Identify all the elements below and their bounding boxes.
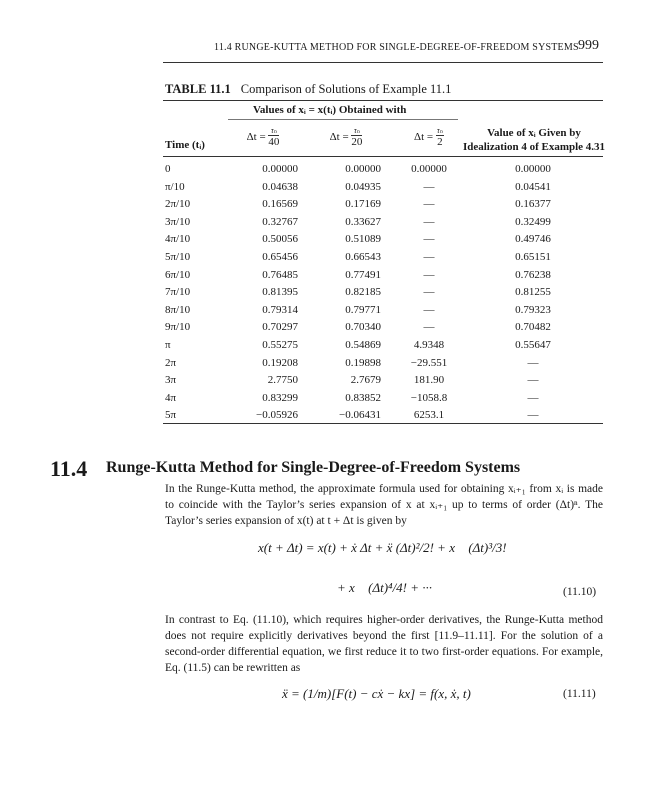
table-cell: 0.79314 (262, 303, 298, 316)
table-cell: 0.76485 (262, 268, 298, 281)
table-cell: 0.70482 (515, 321, 551, 334)
col-header-dt2 (394, 127, 464, 148)
table-cell: 0.04638 (262, 180, 298, 193)
table-cell: 0.16377 (515, 198, 551, 211)
table-cell: 0.83299 (262, 391, 298, 404)
equation-number-11-10: (11.10) (563, 586, 597, 598)
col-header-dt40 (228, 127, 298, 148)
table-cell: 2.7679 (350, 374, 381, 387)
table-cell: 0.50056 (262, 233, 298, 246)
table-cell: 6253.1 (413, 409, 445, 422)
table-cell: 7π/10 (165, 286, 191, 299)
table-top-rule (163, 100, 603, 101)
table-cell: 0.83852 (345, 391, 381, 404)
running-head: 11.4 RUNGE-KUTTA METHOD FOR SINGLE-DEGREE-OF-FREEDOM SYSTEMS (214, 42, 579, 53)
table-cell: −0.06431 (339, 409, 381, 422)
table-cell: 0.76238 (515, 268, 551, 281)
table-cell: 0.70297 (262, 321, 298, 334)
table-cell: 4π (165, 391, 177, 404)
table-cell: — (423, 215, 435, 228)
paragraph-1: In the Runge-Kutta method, the approximate formula used for obtaining xᵢ₊₁ from xᵢ is made to coincide with the Taylor’s series expansion of x at xᵢ₊₁ up to terms of order (Δt)ⁿ. The Taylor’s series expansion of x(t) at t + Δt is given by (165, 483, 603, 527)
table-cell: 0.65456 (262, 251, 298, 263)
table-cell: 3π (165, 374, 177, 387)
table-cell: 2π/10 (165, 198, 191, 211)
table-cell: 0.04935 (345, 180, 381, 193)
table-cell: 5π (165, 409, 177, 422)
table-cell: 9π/10 (165, 321, 191, 334)
table-cell: 0.65151 (515, 251, 551, 263)
group-underline (228, 119, 458, 120)
table-cell: 0.49746 (515, 233, 551, 246)
table-cell: 0.79771 (345, 303, 381, 316)
col-header-dt40-den: 40 (268, 136, 280, 148)
table-label: TABLE 11.1 (165, 82, 231, 96)
col-header-dt20 (311, 127, 381, 148)
table-cell: π/10 (165, 180, 185, 193)
col-header-idealization-line1: Value of xᵢ Given by (487, 127, 581, 139)
table-cell: 181.90 (413, 374, 445, 387)
table-cell: 0.33627 (345, 215, 381, 228)
table-cell: 6π/10 (165, 268, 191, 281)
table-cell: 0.66543 (345, 251, 381, 263)
table-cell: 2π (165, 356, 177, 369)
table-cell: 0.54869 (345, 339, 381, 351)
table-cell: 4.9348 (413, 339, 445, 351)
table-cell: — (423, 286, 435, 299)
table-cell: 2.7750 (267, 374, 298, 387)
page-number: 999 (578, 38, 599, 53)
table-caption (165, 82, 451, 97)
table-cell: 0.51089 (345, 233, 381, 246)
table-cell: 8π/10 (165, 303, 191, 316)
table-cell: 3π/10 (165, 215, 191, 228)
table-bottom-rule (163, 423, 603, 424)
table-cell: 0.16569 (262, 198, 298, 211)
table-cell: 0.00000 (411, 163, 447, 175)
table-cell: — (423, 251, 435, 263)
col-header-dt20-num: τₙ (351, 127, 362, 136)
table-cell: 0.19208 (262, 356, 298, 369)
table-cell: π (165, 339, 171, 351)
table-cell: — (423, 233, 435, 246)
col-header-idealization-line2: Idealization 4 of Example 4.31 (462, 141, 606, 153)
table-cell: 0.77491 (345, 268, 381, 281)
table-cell: 0.55647 (515, 339, 551, 351)
col-header-dt40-fraction (268, 127, 279, 148)
equation-11-11: ẍ = (1/m)[F(t) − cẋ − kx] = f(x, ẋ, t) (282, 686, 471, 701)
table-cell: — (527, 374, 539, 387)
table-cell: 0.00000 (345, 163, 381, 175)
col-header-dt20-fraction (351, 127, 362, 148)
section-number: 11.4 (50, 456, 88, 481)
table-cell: 4π/10 (165, 233, 191, 246)
table-cell: — (423, 321, 435, 334)
table-cell: — (527, 391, 539, 404)
equation-11-10-line1: x(t + Δt) = x(t) + ẋ Δt + ẍ (Δt)²/2! + x⃛ (Δt)³/3! (258, 540, 507, 555)
col-header-dt40-prefix: Δt = (246, 131, 266, 144)
table-cell: 0.70340 (345, 321, 381, 334)
col-header-dt20-prefix: Δt = (329, 131, 349, 144)
col-header-dt2-fraction (436, 127, 444, 148)
table-cell: — (423, 303, 435, 316)
table-cell: −29.551 (410, 356, 448, 369)
table-cell: — (423, 268, 435, 281)
table-cell: — (527, 356, 539, 369)
table-cell: 0.00000 (262, 163, 298, 175)
table-cell: — (423, 198, 435, 211)
header-rule (163, 62, 603, 63)
table-cell: 0.55275 (262, 339, 298, 351)
table-group-header: Values of xᵢ = x(tᵢ) Obtained with (253, 104, 407, 116)
table-caption-text: Comparison of Solutions of Example 11.1 (240, 82, 452, 96)
paragraph-2: In contrast to Eq. (11.10), which requires higher-order derivatives, the Runge-Kutta method does not require explicitly derivatives beyond the first [11.9–11.11]. For the solution of a second-order differential equation, we first reduce it to two first-order equations. For example, Eq. (11.5) can be rewritten as (165, 614, 603, 674)
table-cell: 0.32499 (515, 215, 551, 228)
col-header-dt20-den: 20 (351, 136, 363, 148)
table-cell: −1058.8 (410, 391, 448, 404)
table-cell: 0.19898 (345, 356, 381, 369)
col-header-dt2-num: τₙ (436, 126, 443, 135)
section-title: Runge-Kutta Method for Single-Degree-of-Freedom Systems (106, 459, 521, 476)
table-cell: 0.82185 (345, 286, 381, 299)
equation-11-10-line2: + x⃜ (Δt)⁴/4! + ··· (337, 580, 433, 595)
equation-number-11-11: (11.11) (563, 688, 596, 700)
col-header-time: Time (tᵢ) (165, 139, 205, 151)
table-cell: 0.79323 (515, 303, 551, 316)
table-cell: 0.17169 (345, 198, 381, 211)
col-header-dt2-den: 2 (437, 136, 443, 148)
table-cell: 0.04541 (515, 180, 551, 193)
col-header-idealization (462, 126, 606, 154)
table-header-rule (163, 156, 603, 157)
col-header-dt40-num: τₙ (268, 127, 279, 136)
col-header-dt2-prefix: Δt = (414, 131, 434, 144)
table-cell: 0.32767 (262, 215, 298, 228)
table-cell: 0.81395 (262, 286, 298, 299)
table-cell: 0.00000 (515, 163, 551, 175)
table-cell: 0 (165, 163, 171, 175)
table-cell: — (527, 409, 539, 422)
table-cell: — (423, 180, 435, 193)
table-cell: 5π/10 (165, 251, 191, 263)
table-cell: −0.05926 (256, 409, 298, 422)
table-cell: 0.81255 (515, 286, 551, 299)
